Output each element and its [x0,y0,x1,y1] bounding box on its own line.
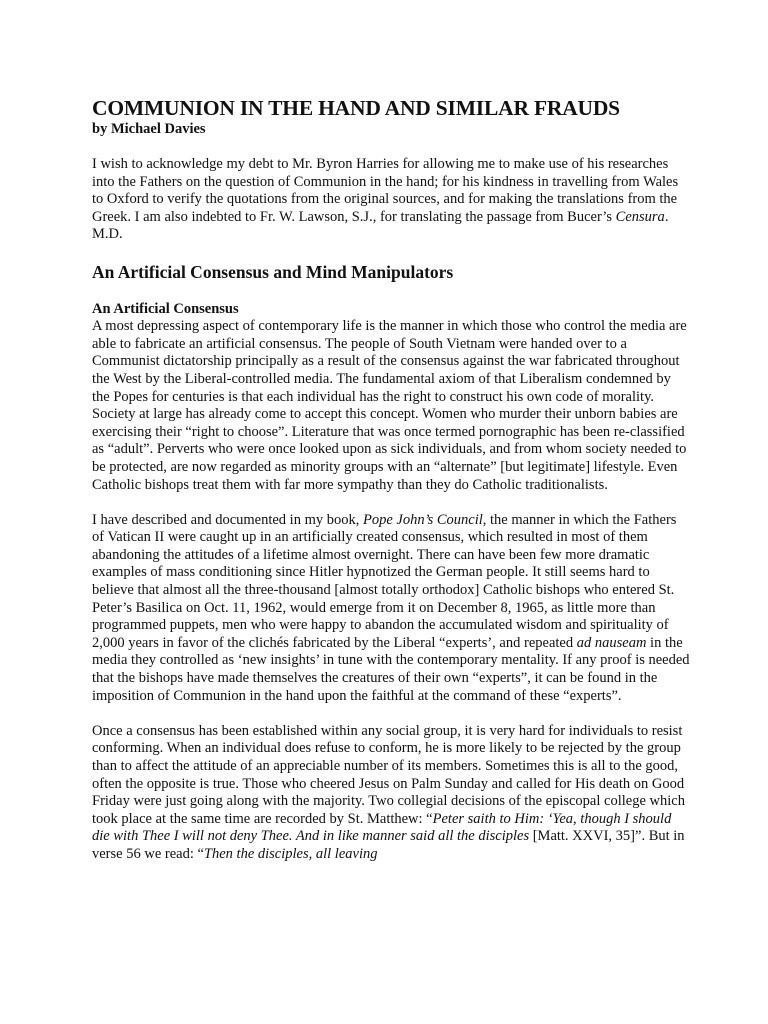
ack-italic: Censura [615,208,665,225]
ack-text-2: . M.D. [92,208,669,243]
p2-text-a: I have described and documented in my book, [92,511,363,528]
p3-quote-2: Then the disciples, all leaving [203,845,378,862]
p3-quote-1: Peter saith to Him: ‘Yea, though I should die with Thee I will not deny Thee. And in like manner said all the disciples [92,810,672,845]
byline: by Michael Davies [92,121,206,137]
document-title: COMMUNION IN THE HAND AND SIMILAR FRAUDS [92,96,620,120]
p3-text-c: [Matt. XXVI, 35]”. But in verse 56 we read: “ [92,828,685,862]
p2-latin-phrase: ad nauseam [576,634,647,651]
section-heading: An Artificial Consensus and Mind Manipulators [92,261,454,282]
p2-book-title: Pope John’s Council [363,511,483,528]
p2-text-e: in the media they controlled as ‘new insights’ in tune with the contemporary mentality. If any proof is needed that the bishops have made themselves the creatures of their own “experts”, it can be found in the imposition of Communion in the hand upon the faithful at the command of these “experts”. [92,634,690,704]
subsection-heading: An Artificial Consensus [92,300,239,317]
paragraph-1: A most depressing aspect of contemporary life is the manner in which those who control the media are able to fabricate an artificial consensus. The people of South Vietnam were handed over to a Communist dictatorship principally as a result of the consensus against the war fabricated throughout the West by the Liberal-controlled media. The fundamental axiom of that Liberalism condemned by the Popes for centuries is that each individual has the right to construct his own code of morality. Society at large has already come to accept this concept. Women who murder their unborn babies are exercising their “right to choose”. Literature that was once termed pornographic has been re-classified as “adult”. Perverts who were once looked upon as sick individuals, and from whom society needed to be protected, are now regarded as minority groups with an “alternate” [but legitimate] lifestyle. Even Catholic bishops treat them with far more sympathy than they do Catholic traditionalists. [92,318,687,493]
p2-text-c: , the manner in which the Fathers of Vatican II were caught up in an artificially created consensus, which resulted in most of them abandoning the attitudes of a lifetime almost overnight. There can have been few more dramatic examples of mass conditioning since Hitler hypnotized the German people. It still seems hard to believe that almost all the three-thousand [almost totally orthodox] Catholic bishops who entered St. Peter’s Basilica on Oct. 11, 1962, would emerge from it on December 8, 1965, as little more than programmed puppets, men who were happy to abandon the accumulated wisdom and spirituality of 2,000 years in favor of the clichés fabricated by the Liberal “experts’, and repeated [92,511,677,651]
paragraph-3 [92,723,692,864]
paragraph-2 [92,512,692,706]
p3-text-a: Once a consensus has been established within any social group, it is very hard for individuals to resist conforming. When an individual does refuse to conform, he is more likely to be rejected by the group than to affect the attitude of an appreciable number of its members. Sometimes this is all to the good, often the opposite is true. Those who cheered Jesus on Palm Sunday and called for His death on Good Friday were just going along with the majority. Two collegial decisions of the episcopal college which took place at the same time are recorded by St. Matthew: “ [92,722,685,827]
document-body [92,96,692,864]
ack-text-1: I wish to acknowledge my debt to Mr. Byron Harries for allowing me to make use of his researches into the Fathers on the question of Communion in the hand; for his kindness in travelling from Wales to Oxford to verify the quotations from the original sources, and for making the translations from the Greek. I am also indebted to Fr. W. Lawson, S.J., for translating the passage from Bucer’s [92,156,679,225]
acknowledgement-paragraph [92,156,692,244]
